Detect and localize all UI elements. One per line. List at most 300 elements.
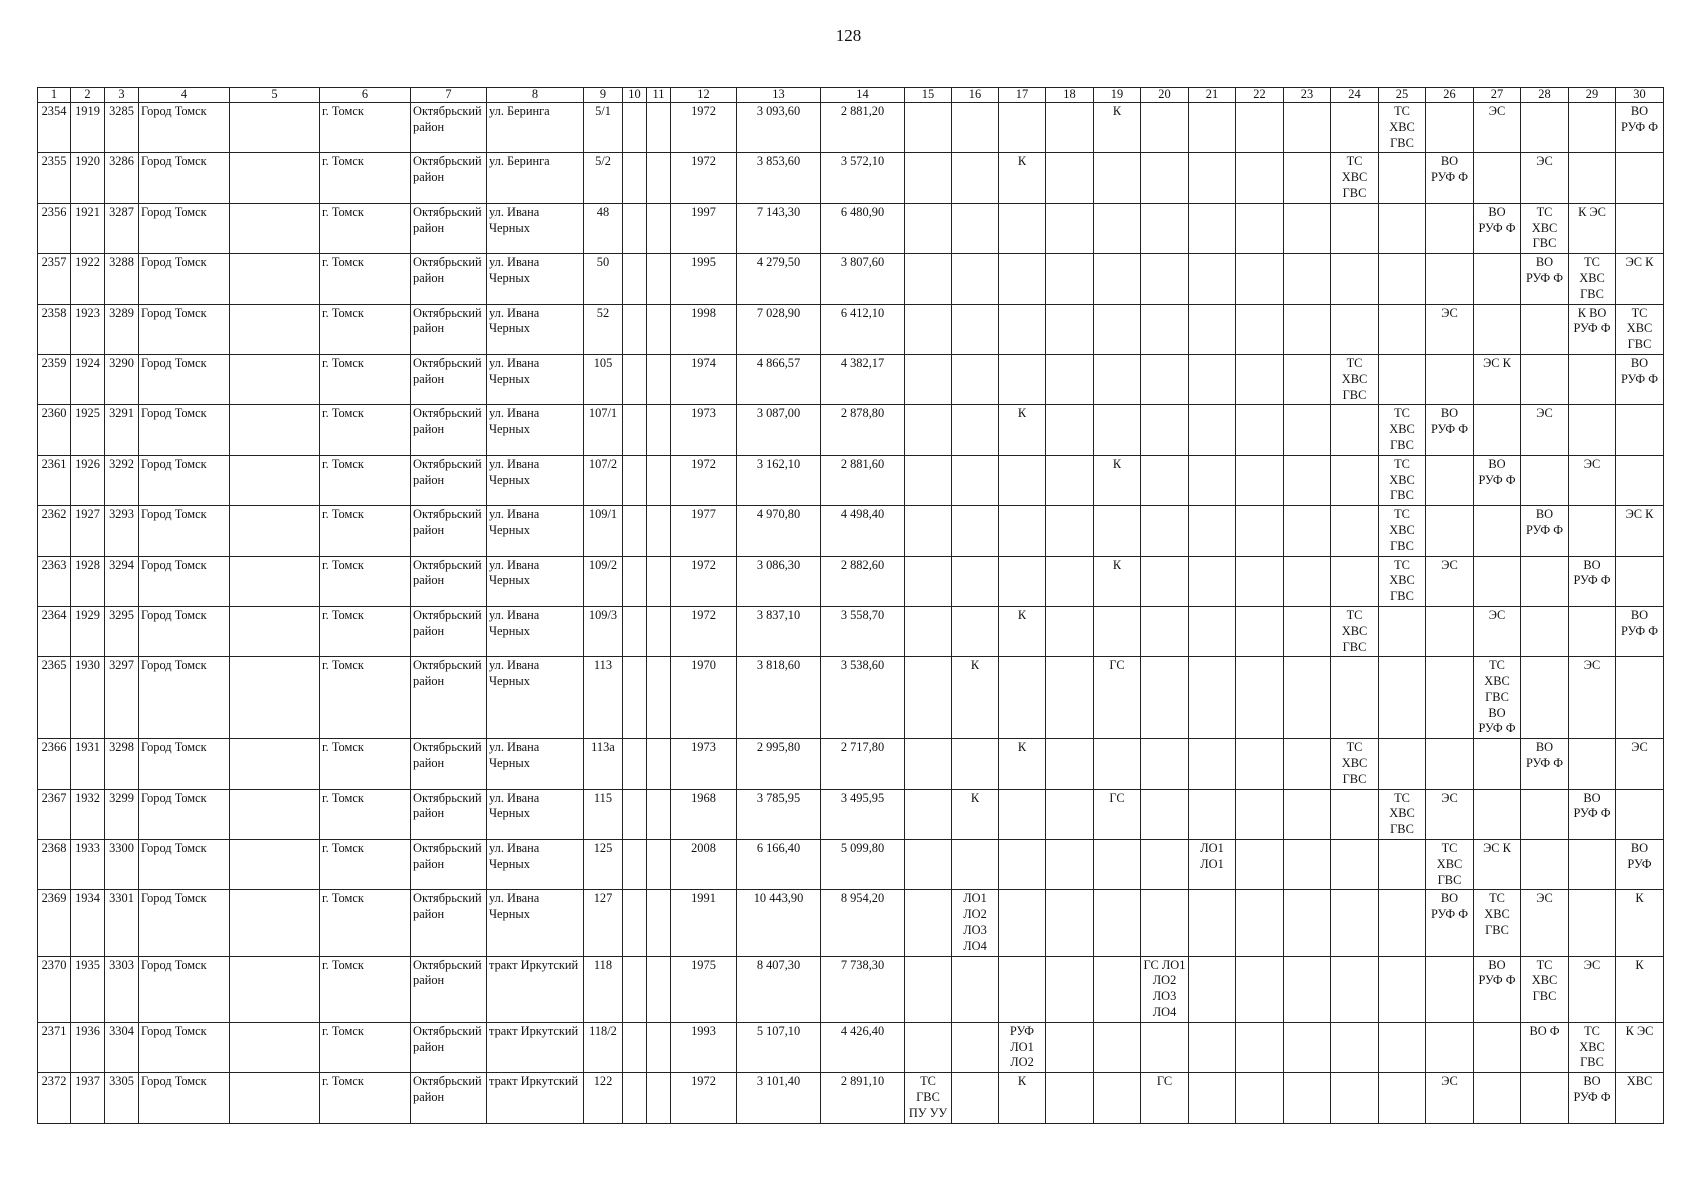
- cell-col-3: 3285: [105, 103, 139, 153]
- cell-col-9: 5/2: [584, 153, 623, 203]
- cell-col-14: 2 881,20: [821, 103, 905, 153]
- cell-col-20: [1141, 254, 1189, 304]
- column-header-9: 9: [584, 88, 623, 103]
- cell-col-22: [1236, 1022, 1284, 1072]
- cell-col-7: Октябрьский район: [411, 1073, 487, 1123]
- cell-col-16: [952, 354, 999, 404]
- cell-col-1: 2371: [38, 1022, 71, 1072]
- cell-col-13: 3 101,40: [737, 1073, 821, 1123]
- cell-col-6: г. Томск: [320, 606, 411, 656]
- cell-col-22: [1236, 1073, 1284, 1123]
- cell-col-15: ТС ГВС ПУ УУ: [905, 1073, 952, 1123]
- cell-col-10: [623, 254, 647, 304]
- cell-col-16: [952, 506, 999, 556]
- cell-col-26: ЭС: [1426, 556, 1474, 606]
- cell-col-7: Октябрьский район: [411, 890, 487, 956]
- cell-col-8: ул. Беринга: [487, 153, 584, 203]
- cell-col-30: К: [1616, 956, 1664, 1022]
- cell-col-12: 1973: [671, 405, 737, 455]
- cell-col-12: 1991: [671, 890, 737, 956]
- cell-col-11: [647, 556, 671, 606]
- cell-col-13: 3 162,10: [737, 455, 821, 505]
- column-header-8: 8: [487, 88, 584, 103]
- cell-col-7: Октябрьский район: [411, 455, 487, 505]
- cell-col-26: ВО РУФ Ф: [1426, 405, 1474, 455]
- cell-col-9: 127: [584, 890, 623, 956]
- column-header-1: 1: [38, 88, 71, 103]
- cell-col-22: [1236, 455, 1284, 505]
- cell-col-29: ЭС: [1569, 455, 1616, 505]
- cell-col-1: 2361: [38, 455, 71, 505]
- cell-col-9: 52: [584, 304, 623, 354]
- cell-col-19: [1094, 354, 1141, 404]
- cell-col-10: [623, 103, 647, 153]
- cell-col-2: 1930: [71, 657, 105, 739]
- cell-col-28: [1521, 840, 1569, 890]
- cell-col-7: Октябрьский район: [411, 304, 487, 354]
- cell-col-19: [1094, 153, 1141, 203]
- cell-col-2: 1933: [71, 840, 105, 890]
- cell-col-2: 1928: [71, 556, 105, 606]
- cell-col-11: [647, 506, 671, 556]
- cell-col-8: ул. Ивана Черных: [487, 890, 584, 956]
- cell-col-4: Город Томск: [139, 840, 230, 890]
- cell-col-5: [230, 304, 320, 354]
- cell-col-13: 3 785,95: [737, 789, 821, 839]
- cell-col-1: 2362: [38, 506, 71, 556]
- cell-col-15: [905, 840, 952, 890]
- cell-col-10: [623, 1073, 647, 1123]
- cell-col-6: г. Томск: [320, 455, 411, 505]
- cell-col-1: 2364: [38, 606, 71, 656]
- cell-col-16: [952, 606, 999, 656]
- table-row: [38, 354, 1664, 404]
- cell-col-30: К ЭС: [1616, 1022, 1664, 1072]
- column-header-28: 28: [1521, 88, 1569, 103]
- column-header-16: 16: [952, 88, 999, 103]
- cell-col-18: [1046, 890, 1094, 956]
- cell-col-23: [1284, 455, 1331, 505]
- cell-col-20: [1141, 840, 1189, 890]
- cell-col-16: [952, 956, 999, 1022]
- cell-col-22: [1236, 657, 1284, 739]
- cell-col-25: [1379, 890, 1426, 956]
- cell-col-8: ул. Ивана Черных: [487, 405, 584, 455]
- cell-col-1: 2372: [38, 1073, 71, 1123]
- column-header-21: 21: [1189, 88, 1236, 103]
- cell-col-18: [1046, 304, 1094, 354]
- cell-col-18: [1046, 789, 1094, 839]
- cell-col-13: 2 995,80: [737, 739, 821, 789]
- cell-col-13: 4 970,80: [737, 506, 821, 556]
- cell-col-26: [1426, 354, 1474, 404]
- cell-col-30: ВО РУФ Ф: [1616, 103, 1664, 153]
- cell-col-25: [1379, 153, 1426, 203]
- cell-col-11: [647, 956, 671, 1022]
- cell-col-12: 1970: [671, 657, 737, 739]
- cell-col-27: [1474, 153, 1521, 203]
- cell-col-14: 8 954,20: [821, 890, 905, 956]
- cell-col-16: [952, 153, 999, 203]
- cell-col-18: [1046, 506, 1094, 556]
- cell-col-28: [1521, 354, 1569, 404]
- cell-col-10: [623, 657, 647, 739]
- cell-col-21: [1189, 405, 1236, 455]
- cell-col-15: [905, 657, 952, 739]
- cell-col-7: Октябрьский район: [411, 956, 487, 1022]
- cell-col-27: [1474, 254, 1521, 304]
- cell-col-6: г. Томск: [320, 890, 411, 956]
- cell-col-23: [1284, 789, 1331, 839]
- cell-col-9: 125: [584, 840, 623, 890]
- column-header-19: 19: [1094, 88, 1141, 103]
- cell-col-28: ВО Ф: [1521, 1022, 1569, 1072]
- cell-col-18: [1046, 739, 1094, 789]
- cell-col-8: тракт Иркутский: [487, 956, 584, 1022]
- cell-col-18: [1046, 354, 1094, 404]
- cell-col-25: [1379, 1022, 1426, 1072]
- cell-col-1: 2356: [38, 203, 71, 253]
- cell-col-19: [1094, 606, 1141, 656]
- cell-col-1: 2365: [38, 657, 71, 739]
- column-header-11: 11: [647, 88, 671, 103]
- cell-col-29: ТС ХВС ГВС: [1569, 1022, 1616, 1072]
- cell-col-22: [1236, 556, 1284, 606]
- cell-col-9: 109/2: [584, 556, 623, 606]
- cell-col-4: Город Томск: [139, 789, 230, 839]
- cell-col-9: 113а: [584, 739, 623, 789]
- cell-col-25: [1379, 1073, 1426, 1123]
- cell-col-4: Город Томск: [139, 455, 230, 505]
- table-body: [38, 103, 1664, 1124]
- cell-col-30: ХВС: [1616, 1073, 1664, 1123]
- table-row: [38, 840, 1664, 890]
- cell-col-25: [1379, 354, 1426, 404]
- cell-col-10: [623, 956, 647, 1022]
- cell-col-28: ЭС: [1521, 890, 1569, 956]
- cell-col-22: [1236, 956, 1284, 1022]
- cell-col-18: [1046, 556, 1094, 606]
- column-header-24: 24: [1331, 88, 1379, 103]
- cell-col-8: ул. Ивана Черных: [487, 254, 584, 304]
- cell-col-8: ул. Ивана Черных: [487, 556, 584, 606]
- table-row: [38, 1073, 1664, 1123]
- cell-col-14: 2 882,60: [821, 556, 905, 606]
- cell-col-12: 1973: [671, 739, 737, 789]
- table-row: [38, 405, 1664, 455]
- column-header-27: 27: [1474, 88, 1521, 103]
- cell-col-19: ГС: [1094, 789, 1141, 839]
- cell-col-26: [1426, 103, 1474, 153]
- cell-col-2: 1927: [71, 506, 105, 556]
- cell-col-15: [905, 405, 952, 455]
- cell-col-17: К: [999, 606, 1046, 656]
- cell-col-27: ЭС К: [1474, 840, 1521, 890]
- cell-col-22: [1236, 606, 1284, 656]
- cell-col-25: [1379, 606, 1426, 656]
- cell-col-20: [1141, 153, 1189, 203]
- cell-col-23: [1284, 304, 1331, 354]
- cell-col-13: 3 837,10: [737, 606, 821, 656]
- cell-col-5: [230, 354, 320, 404]
- cell-col-13: 7 143,30: [737, 203, 821, 253]
- cell-col-5: [230, 789, 320, 839]
- cell-col-12: 1972: [671, 1073, 737, 1123]
- cell-col-15: [905, 103, 952, 153]
- cell-col-6: г. Томск: [320, 657, 411, 739]
- cell-col-21: [1189, 103, 1236, 153]
- cell-col-15: [905, 890, 952, 956]
- cell-col-3: 3299: [105, 789, 139, 839]
- cell-col-19: [1094, 956, 1141, 1022]
- cell-col-8: ул. Ивана Черных: [487, 657, 584, 739]
- cell-col-8: ул. Ивана Черных: [487, 739, 584, 789]
- cell-col-9: 107/1: [584, 405, 623, 455]
- cell-col-26: ТС ХВС ГВС: [1426, 840, 1474, 890]
- cell-col-1: 2367: [38, 789, 71, 839]
- cell-col-23: [1284, 354, 1331, 404]
- cell-col-6: г. Томск: [320, 739, 411, 789]
- cell-col-16: [952, 103, 999, 153]
- cell-col-17: [999, 254, 1046, 304]
- cell-col-10: [623, 1022, 647, 1072]
- cell-col-27: [1474, 1022, 1521, 1072]
- cell-col-26: [1426, 203, 1474, 253]
- cell-col-16: [952, 455, 999, 505]
- cell-col-11: [647, 203, 671, 253]
- cell-col-28: ВО РУФ Ф: [1521, 254, 1569, 304]
- cell-col-23: [1284, 657, 1331, 739]
- cell-col-6: г. Томск: [320, 556, 411, 606]
- page-number: 128: [835, 26, 862, 45]
- column-header-22: 22: [1236, 88, 1284, 103]
- cell-col-30: ЭС: [1616, 739, 1664, 789]
- cell-col-17: [999, 203, 1046, 253]
- cell-col-16: ЛО1 ЛО2 ЛО3 ЛО4: [952, 890, 999, 956]
- cell-col-10: [623, 354, 647, 404]
- cell-col-5: [230, 890, 320, 956]
- cell-col-25: ТС ХВС ГВС: [1379, 455, 1426, 505]
- cell-col-12: 1974: [671, 354, 737, 404]
- cell-col-3: 3286: [105, 153, 139, 203]
- cell-col-6: г. Томск: [320, 956, 411, 1022]
- table-row: [38, 739, 1664, 789]
- cell-col-12: 1972: [671, 606, 737, 656]
- cell-col-14: 6 412,10: [821, 304, 905, 354]
- table-row: [38, 103, 1664, 153]
- cell-col-11: [647, 606, 671, 656]
- cell-col-16: [952, 405, 999, 455]
- cell-col-16: [952, 556, 999, 606]
- cell-col-24: [1331, 203, 1379, 253]
- cell-col-28: [1521, 657, 1569, 739]
- cell-col-17: [999, 304, 1046, 354]
- cell-col-8: ул. Ивана Черных: [487, 840, 584, 890]
- cell-col-24: [1331, 103, 1379, 153]
- cell-col-14: 6 480,90: [821, 203, 905, 253]
- cell-col-22: [1236, 304, 1284, 354]
- cell-col-10: [623, 840, 647, 890]
- cell-col-11: [647, 304, 671, 354]
- cell-col-6: г. Томск: [320, 153, 411, 203]
- cell-col-2: 1935: [71, 956, 105, 1022]
- cell-col-2: 1925: [71, 405, 105, 455]
- cell-col-24: [1331, 556, 1379, 606]
- cell-col-22: [1236, 739, 1284, 789]
- cell-col-25: [1379, 254, 1426, 304]
- cell-col-27: [1474, 556, 1521, 606]
- cell-col-22: [1236, 890, 1284, 956]
- cell-col-7: Октябрьский район: [411, 354, 487, 404]
- cell-col-11: [647, 354, 671, 404]
- cell-col-20: [1141, 506, 1189, 556]
- cell-col-7: Октябрьский район: [411, 405, 487, 455]
- cell-col-9: 48: [584, 203, 623, 253]
- cell-col-12: 1972: [671, 556, 737, 606]
- cell-col-23: [1284, 254, 1331, 304]
- cell-col-4: Город Томск: [139, 657, 230, 739]
- cell-col-20: [1141, 455, 1189, 505]
- cell-col-17: К: [999, 739, 1046, 789]
- cell-col-25: ТС ХВС ГВС: [1379, 103, 1426, 153]
- cell-col-21: [1189, 506, 1236, 556]
- cell-col-7: Октябрьский район: [411, 153, 487, 203]
- cell-col-23: [1284, 153, 1331, 203]
- cell-col-17: К: [999, 153, 1046, 203]
- cell-col-17: [999, 354, 1046, 404]
- cell-col-15: [905, 956, 952, 1022]
- cell-col-26: [1426, 254, 1474, 304]
- cell-col-19: [1094, 1022, 1141, 1072]
- cell-col-14: 3 807,60: [821, 254, 905, 304]
- cell-col-30: [1616, 153, 1664, 203]
- cell-col-8: ул. Ивана Черных: [487, 455, 584, 505]
- cell-col-29: ВО РУФ Ф: [1569, 789, 1616, 839]
- cell-col-24: [1331, 254, 1379, 304]
- cell-col-13: 6 166,40: [737, 840, 821, 890]
- cell-col-8: ул. Ивана Черных: [487, 506, 584, 556]
- cell-col-28: [1521, 789, 1569, 839]
- cell-col-26: ЭС: [1426, 1073, 1474, 1123]
- cell-col-18: [1046, 840, 1094, 890]
- cell-col-24: [1331, 1022, 1379, 1072]
- cell-col-16: [952, 739, 999, 789]
- cell-col-5: [230, 506, 320, 556]
- cell-col-24: [1331, 789, 1379, 839]
- table-row: [38, 203, 1664, 253]
- cell-col-4: Город Томск: [139, 506, 230, 556]
- cell-col-5: [230, 1073, 320, 1123]
- cell-col-29: [1569, 739, 1616, 789]
- cell-col-1: 2370: [38, 956, 71, 1022]
- cell-col-9: 5/1: [584, 103, 623, 153]
- cell-col-21: [1189, 556, 1236, 606]
- cell-col-6: г. Томск: [320, 1073, 411, 1123]
- cell-col-25: ТС ХВС ГВС: [1379, 405, 1426, 455]
- cell-col-18: [1046, 405, 1094, 455]
- table-row: [38, 890, 1664, 956]
- cell-col-18: [1046, 103, 1094, 153]
- cell-col-28: ЭС: [1521, 405, 1569, 455]
- cell-col-20: [1141, 405, 1189, 455]
- cell-col-22: [1236, 153, 1284, 203]
- cell-col-11: [647, 103, 671, 153]
- cell-col-3: 3301: [105, 890, 139, 956]
- cell-col-18: [1046, 203, 1094, 253]
- cell-col-10: [623, 606, 647, 656]
- cell-col-21: [1189, 1022, 1236, 1072]
- cell-col-26: [1426, 606, 1474, 656]
- cell-col-15: [905, 354, 952, 404]
- cell-col-26: [1426, 657, 1474, 739]
- cell-col-6: г. Томск: [320, 1022, 411, 1072]
- cell-col-23: [1284, 606, 1331, 656]
- cell-col-29: К ЭС: [1569, 203, 1616, 253]
- cell-col-28: [1521, 1073, 1569, 1123]
- cell-col-24: ТС ХВС ГВС: [1331, 153, 1379, 203]
- column-header-6: 6: [320, 88, 411, 103]
- column-header-5: 5: [230, 88, 320, 103]
- cell-col-16: К: [952, 789, 999, 839]
- cell-col-25: [1379, 657, 1426, 739]
- cell-col-2: 1919: [71, 103, 105, 153]
- cell-col-19: [1094, 840, 1141, 890]
- cell-col-23: [1284, 556, 1331, 606]
- cell-col-12: 1972: [671, 103, 737, 153]
- cell-col-21: [1189, 890, 1236, 956]
- cell-col-16: К: [952, 657, 999, 739]
- cell-col-21: [1189, 657, 1236, 739]
- cell-col-20: [1141, 739, 1189, 789]
- cell-col-26: [1426, 739, 1474, 789]
- cell-col-24: [1331, 405, 1379, 455]
- cell-col-28: [1521, 556, 1569, 606]
- cell-col-23: [1284, 890, 1331, 956]
- cell-col-13: 8 407,30: [737, 956, 821, 1022]
- cell-col-24: [1331, 455, 1379, 505]
- cell-col-2: 1923: [71, 304, 105, 354]
- cell-col-20: [1141, 304, 1189, 354]
- cell-col-19: [1094, 405, 1141, 455]
- cell-col-19: К: [1094, 556, 1141, 606]
- cell-col-27: ЭС К: [1474, 354, 1521, 404]
- cell-col-15: [905, 606, 952, 656]
- cell-col-2: 1926: [71, 455, 105, 505]
- cell-col-11: [647, 254, 671, 304]
- cell-col-12: 1993: [671, 1022, 737, 1072]
- cell-col-21: [1189, 606, 1236, 656]
- cell-col-20: [1141, 890, 1189, 956]
- cell-col-10: [623, 890, 647, 956]
- cell-col-29: [1569, 506, 1616, 556]
- cell-col-29: ТС ХВС ГВС: [1569, 254, 1616, 304]
- cell-col-19: [1094, 254, 1141, 304]
- cell-col-21: [1189, 1073, 1236, 1123]
- cell-col-15: [905, 455, 952, 505]
- cell-col-21: [1189, 153, 1236, 203]
- cell-col-30: [1616, 203, 1664, 253]
- cell-col-3: 3290: [105, 354, 139, 404]
- cell-col-6: г. Томск: [320, 103, 411, 153]
- table-row: [38, 455, 1664, 505]
- cell-col-5: [230, 840, 320, 890]
- cell-col-14: 3 572,10: [821, 153, 905, 203]
- cell-col-16: [952, 1022, 999, 1072]
- cell-col-19: [1094, 890, 1141, 956]
- cell-col-10: [623, 556, 647, 606]
- cell-col-8: ул. Ивана Черных: [487, 354, 584, 404]
- cell-col-6: г. Томск: [320, 254, 411, 304]
